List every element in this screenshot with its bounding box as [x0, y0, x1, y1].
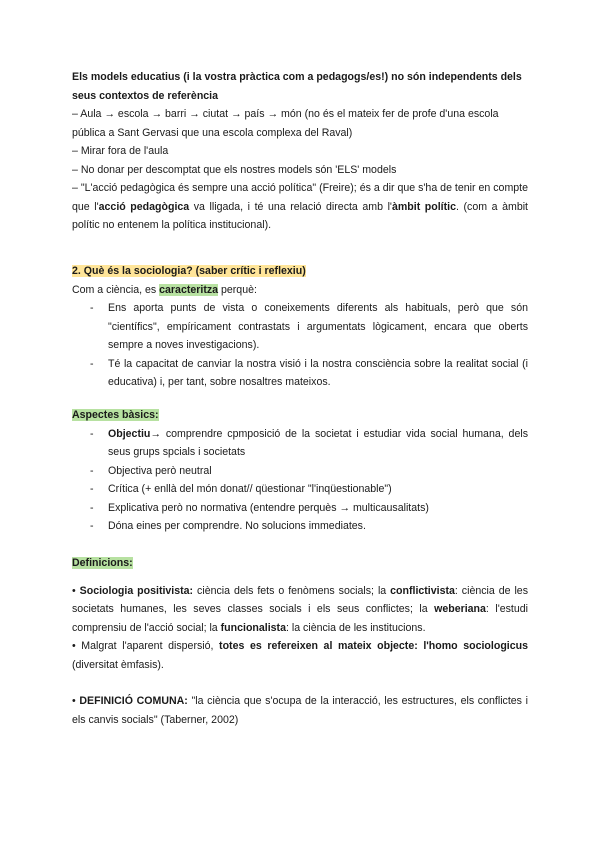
definicions-paragraph-1: • Sociologia positivista: ciència dels fets o fenòmens socials; la conflictivista: ciència de les societats humanes, les seves classes socials i els seus conflictes; la weberiana: l'estudi comprensiu de l'acció social; la funcionalista: la ciència de les institucions. [72, 584, 528, 634]
section2-heading: 2. Què és la sociologia? (saber crític i reflexiu) [72, 265, 306, 277]
aspectes-heading: Aspectes bàsics: [72, 409, 159, 421]
list-item: - Explicativa però no normativa (entendre perquès → multicausalitats) [72, 499, 528, 518]
list-item: - Dóna eines per comprendre. No solucions immediates. [72, 517, 528, 536]
intro-line-freire: – "L'acció pedagògica és sempre una acció política" (Freire); és a dir que s'ha de tenir en compte que l'acció pedagògica va lligada, i té una relació directa amb l'àmbit polític. (com a àmbit polític no entenem la política institucional). [72, 182, 529, 231]
intro-heading: Els models educatius (i la vostra pràctica com a pedagogs/es!) no són independents dels seus contextos de referència [72, 71, 522, 102]
list-item: - Crítica (+ enllà del món donat// qüestionar "l'inqüestionable") [72, 480, 528, 499]
intro-line-models: – No donar per descomptat que els nostres models són 'ELS' models [72, 163, 397, 176]
aspectes-list [72, 425, 528, 536]
list-item: - Objectiva però neutral [72, 462, 528, 481]
section-aspectes [72, 406, 528, 536]
section2-lead: Com a ciència, es caracteritza perquè: [72, 283, 257, 296]
list-item: - Té la capacitat de canviar la nostra visió i la nostra consciència sobre la realitat social (i educativa) i, per tant, sobre nosaltres mateixos. [72, 355, 528, 392]
definicions-paragraph-2: • Malgrat l'aparent dispersió, totes es refereixen al mateix objecte: l'homo sociologicus (diversitat èmfasis). [72, 640, 528, 671]
definicions-paragraph-3: • DEFINICIÓ COMUNA: "la ciència que s'ocupa de la interacció, les estructures, els conflictes i els canvis socials" (Taberner, 2002) [72, 695, 528, 726]
intro-line-look-outside: – Mirar fora de l'aula [72, 145, 169, 157]
list-item: - Objectiu→ comprendre cpmposició de la societat i estudiar vida social humana, dels seus grups spcials i societats [72, 425, 528, 462]
section-definicions [72, 554, 528, 729]
definicions-heading: Definicions: [72, 557, 133, 569]
section2-list [72, 299, 528, 392]
intro-line-context: – Aula → escola → barri → ciutat → país → món (no és el mateix fer de profe d'una escola pública a Sant Gervasi que una escola complexa del Raval) [72, 108, 499, 139]
section-what-is-sociology [72, 262, 528, 392]
list-item: - Ens aporta punts de vista o coneixements diferents als habituals, però que són "científics", empíricament contrastats i argumentats lògicament, encara que oberts sempre a noves investigacions). [72, 299, 528, 355]
intro-section [72, 68, 528, 235]
